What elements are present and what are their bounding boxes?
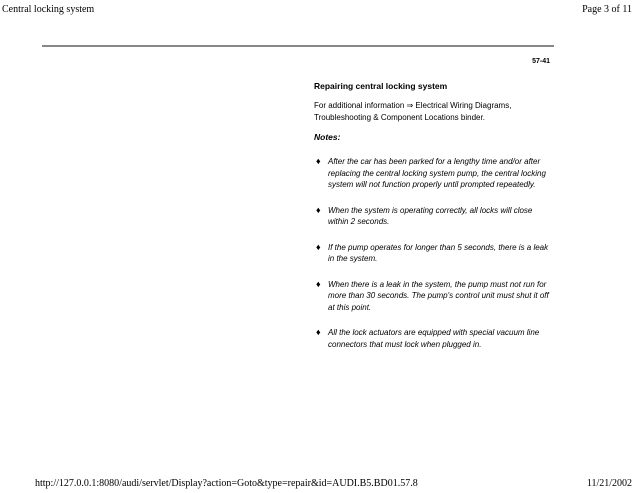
note-text: All the lock actuators are equipped with special vacuum line connectors that must lock when plugged in. <box>328 328 540 349</box>
diamond-bullet-icon: ♦ <box>316 327 321 337</box>
diamond-bullet-icon: ♦ <box>316 241 321 252</box>
note-text: After the car has been parked for a lengthy time and/or after replacing the central locking system pump, the central locking system will not function properly until prompted repeatedly. <box>328 157 546 189</box>
note-text: If the pump operates for longer than 5 seconds, there is a leak in the system. <box>328 242 549 263</box>
section-title: Repairing central locking system <box>314 81 448 91</box>
notes-label: Notes: <box>314 132 341 142</box>
header-document-title: Central locking system <box>2 4 95 15</box>
repair-section <box>314 81 554 364</box>
note-item <box>314 327 554 350</box>
footer-date: 11/21/2002 <box>586 478 632 489</box>
note-text: When the system is operating correctly, all locks will close within 2 seconds. <box>328 205 533 226</box>
diamond-bullet-icon: ♦ <box>316 156 321 166</box>
diamond-bullet-icon: ♦ <box>316 204 321 215</box>
note-text: When there is a leak in the system, the pump must not run for more than 30 seconds. The pump's control unit must shut it off at this point. <box>328 279 549 312</box>
note-item <box>314 242 554 265</box>
footer-url: http://127.0.0.1:8080/audi/servlet/Display?action=Goto&type=repair&id=AUDI.B5.BD01.57.8 <box>35 478 418 489</box>
header-page-indicator: Page 3 of 11 <box>582 4 632 15</box>
additional-info-text: For additional information ⇒ Electrical Wiring Diagrams, Troubleshooting & Component Locations binder. <box>314 101 512 122</box>
top-divider <box>42 45 554 47</box>
note-item <box>314 205 554 228</box>
page-number: 57-41 <box>532 58 550 65</box>
diamond-bullet-icon: ♦ <box>316 278 321 289</box>
note-item <box>314 156 554 191</box>
note-item <box>314 279 554 314</box>
